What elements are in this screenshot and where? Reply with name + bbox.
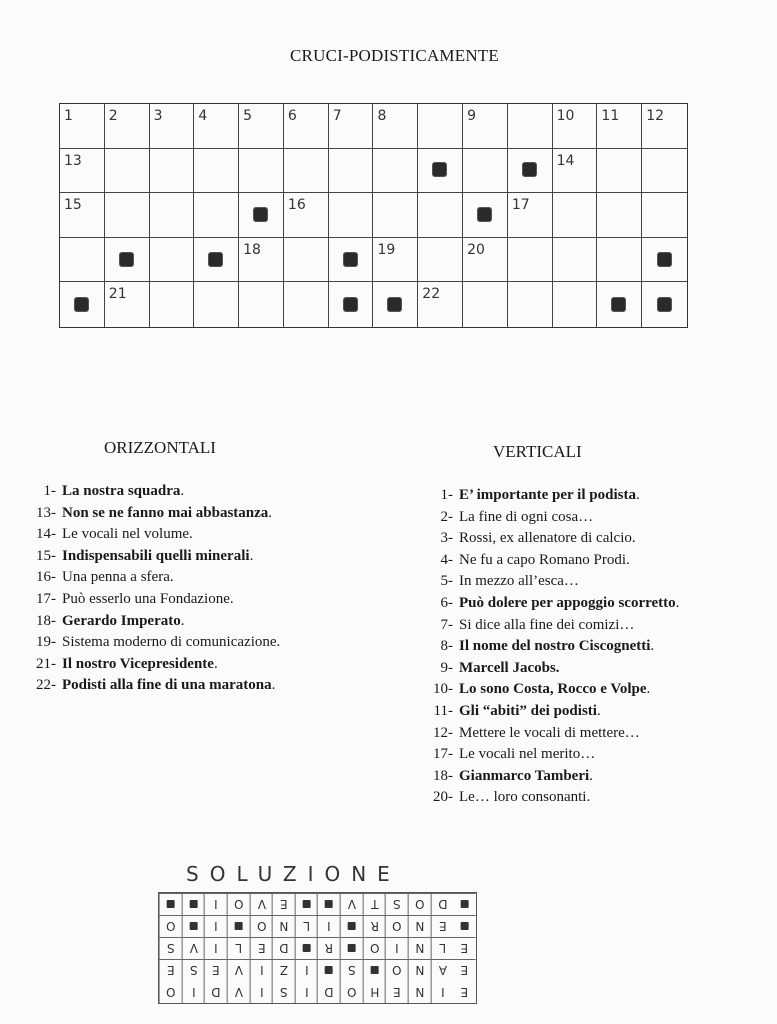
grid-cell <box>553 238 598 283</box>
solution-letter: I <box>295 981 318 1003</box>
clue-text: La fine di ogni cosa… <box>459 508 594 525</box>
black-cell <box>60 282 105 327</box>
solution-letter: S <box>272 981 295 1003</box>
grid-cell <box>597 238 642 283</box>
clue-punctuation: . <box>180 483 185 499</box>
grid-cell <box>194 104 239 149</box>
grid-cell <box>508 104 553 149</box>
verticali-clue-list <box>426 485 679 809</box>
solution-letter: L <box>431 937 454 959</box>
cell-number: 19 <box>377 241 396 258</box>
solution-letter: S <box>340 959 363 981</box>
solution-letter: N <box>272 915 295 937</box>
grid-cell <box>553 104 598 149</box>
clue-punctuation: . <box>271 677 276 694</box>
solution-letter: V <box>340 893 363 915</box>
solution-title: SOLUZIONE <box>186 862 401 886</box>
solution-letter: S <box>182 959 205 981</box>
grid-cell <box>60 238 105 283</box>
solution-letter: D <box>431 893 454 915</box>
black-square <box>235 923 243 931</box>
grid-cell <box>150 104 195 149</box>
black-square <box>303 945 311 953</box>
clue-item <box>22 675 280 697</box>
clue-item <box>426 787 679 809</box>
clue-item <box>22 589 280 611</box>
solution-letter: Z <box>272 959 295 981</box>
black-square <box>348 945 356 953</box>
grid-cell <box>373 193 418 238</box>
clue-text: Può dolere per appoggio scorretto <box>459 594 676 611</box>
grid-cell <box>150 149 195 194</box>
grid-cell <box>373 238 418 283</box>
grid-cell <box>373 104 418 149</box>
black-square <box>254 208 267 221</box>
grid-cell <box>508 193 553 238</box>
grid-cell <box>239 282 284 327</box>
clue-number: 7- <box>440 616 453 633</box>
grid-cell <box>642 193 687 238</box>
solution-letter: E <box>250 937 273 959</box>
grid-cell <box>463 149 508 194</box>
black-cell <box>463 193 508 238</box>
cell-number: 8 <box>377 108 387 124</box>
clue-item <box>426 528 679 550</box>
clue-text: Le… loro consonanti. <box>459 789 591 806</box>
clue-number: 10- <box>433 681 453 698</box>
solution-letter: E <box>204 959 227 981</box>
clue-number: 12- <box>433 724 453 741</box>
solution-letter: V <box>250 893 273 915</box>
clue-text: Marcell Jacobs. <box>459 659 560 676</box>
solution-letter: O <box>385 915 408 937</box>
black-square <box>344 298 357 311</box>
clue-punctuation: . <box>589 767 593 784</box>
cell-number: 22 <box>422 286 441 303</box>
clue-text: Non se ne fanno mai abbastanza <box>62 504 269 521</box>
grid-cell <box>597 149 642 194</box>
clue-item <box>426 571 679 593</box>
solution-letter: N <box>408 937 431 959</box>
clue-item <box>426 701 679 723</box>
grid-cell <box>642 104 687 149</box>
grid-cell <box>239 238 284 283</box>
clue-number: 1- <box>440 487 453 503</box>
verticali-heading: VERTICALI <box>493 442 582 461</box>
black-cell <box>194 238 239 283</box>
clue-item <box>22 654 280 676</box>
cell-number: 1 <box>64 108 73 124</box>
solution-letter: O <box>385 959 408 981</box>
solution-letter: T <box>363 893 386 915</box>
solution-letter: S <box>385 893 408 915</box>
cell-number: 10 <box>556 108 575 124</box>
cell-number: 18 <box>243 241 261 258</box>
grid-cell <box>463 238 508 283</box>
black-cell <box>329 238 374 283</box>
solution-letter: E <box>453 959 476 981</box>
clue-text: Può esserlo una Fondazione. <box>62 590 234 607</box>
solution-letter: N <box>408 959 431 981</box>
cell-number: 15 <box>64 197 82 214</box>
cell-number: 13 <box>64 152 82 169</box>
solution-letter: O <box>159 981 182 1003</box>
clue-item <box>22 546 280 568</box>
grid-cell <box>194 149 239 194</box>
clue-text: Indispensabili quelli minerali <box>62 547 250 564</box>
solution-letter: O <box>363 937 386 959</box>
clue-number: 15- <box>36 547 56 564</box>
clue-number: 5- <box>440 573 453 590</box>
solution-letter: I <box>182 981 205 1003</box>
clue-number: 11- <box>433 702 453 719</box>
black-square <box>75 298 88 311</box>
orizzontali-heading: ORIZZONTALI <box>104 438 216 457</box>
clue-number: 17- <box>433 746 453 763</box>
black-cell <box>418 149 463 194</box>
cell-number: 2 <box>108 108 118 124</box>
solution-letter: I <box>295 959 318 981</box>
clue-number: 22- <box>36 677 56 694</box>
solution-letter: I <box>204 893 227 915</box>
clue-item <box>426 744 679 766</box>
clue-text: Sistema moderno di comunicazione. <box>62 634 281 651</box>
clue-item <box>426 679 679 701</box>
clue-number: 14- <box>36 526 56 543</box>
clue-item <box>22 632 280 654</box>
cell-number: 16 <box>287 197 306 214</box>
grid-cell <box>463 104 508 149</box>
clue-text: Gerardo Imperato <box>62 612 181 629</box>
black-cell <box>329 282 374 327</box>
clue-text: E’ importante per il podista <box>459 487 636 503</box>
cell-number: 6 <box>287 108 297 124</box>
clue-number: 8- <box>440 638 453 655</box>
black-cell <box>597 282 642 327</box>
solution-black-cell <box>317 959 340 981</box>
grid-cell <box>239 104 284 149</box>
clue-item <box>426 636 679 658</box>
clue-number: 20- <box>433 789 453 806</box>
solution-letter: I <box>204 937 227 959</box>
clue-item <box>426 658 679 680</box>
solution-letter: V <box>182 937 205 959</box>
black-cell <box>239 193 284 238</box>
black-square <box>344 253 357 266</box>
cell-number: 14 <box>556 152 575 169</box>
clue-punctuation: . <box>180 612 185 629</box>
black-square <box>303 901 311 909</box>
grid-cell <box>105 282 150 327</box>
solution-black-cell <box>182 915 205 937</box>
clue-text: Mettere le vocali di mettere… <box>459 724 640 741</box>
grid-cell <box>329 193 374 238</box>
clue-item <box>426 723 679 745</box>
solution-letter: L <box>295 915 318 937</box>
black-square <box>325 967 333 975</box>
clue-item <box>22 611 280 633</box>
grid-cell <box>553 149 598 194</box>
solution-letter: I <box>385 937 408 959</box>
grid-cell <box>418 282 463 327</box>
solution-letter: O <box>227 893 250 915</box>
crossword-grid <box>59 103 688 328</box>
black-square <box>461 923 469 931</box>
clue-punctuation: . <box>213 655 218 672</box>
clue-text: Rossi, ex allenatore di calcio. <box>459 530 636 547</box>
solution-letter: D <box>204 981 227 1003</box>
solution-black-cell <box>295 893 318 915</box>
grid-cell <box>194 282 239 327</box>
cell-number: 4 <box>198 108 208 124</box>
grid-cell <box>150 282 195 327</box>
cell-number: 9 <box>467 108 476 124</box>
clue-punctuation: . <box>675 594 680 611</box>
solution-letter: D <box>272 937 295 959</box>
cell-number: 12 <box>646 108 665 124</box>
solution-black-cell <box>317 893 340 915</box>
black-square <box>478 208 491 221</box>
clue-number: 1- <box>43 483 56 499</box>
clue-number: 18- <box>36 612 56 629</box>
clue-item <box>426 485 679 507</box>
clue-number: 4- <box>440 551 453 568</box>
grid-cell <box>284 149 329 194</box>
clue-text: Il nome del nostro Ciscognetti <box>459 638 651 655</box>
solution-letter: H <box>363 981 386 1003</box>
solution-letter: I <box>250 959 273 981</box>
grid-cell <box>150 238 195 283</box>
cell-number: 7 <box>332 108 342 124</box>
clue-text: Ne fu a capo Romano Prodi. <box>459 551 630 568</box>
grid-cell <box>329 104 374 149</box>
solution-letter: D <box>317 981 340 1003</box>
clue-item <box>22 524 280 546</box>
grid-cell <box>418 238 463 283</box>
clue-text: In mezzo all’esca… <box>459 573 579 590</box>
clue-text: Gianmarco Tamberi <box>459 767 590 784</box>
clue-text: Il nostro Vicepresidente <box>62 655 214 672</box>
clue-text: Lo sono Costa, Rocco e Volpe <box>459 681 647 698</box>
solution-letter: O <box>340 981 363 1003</box>
black-square <box>388 298 401 311</box>
clue-text: Una penna a sfera. <box>62 569 174 586</box>
black-cell <box>642 238 687 283</box>
black-cell <box>105 238 150 283</box>
clue-text: Gli “abiti” dei podisti <box>459 702 597 719</box>
clue-number: 16- <box>36 569 56 586</box>
clue-punctuation: . <box>249 547 254 564</box>
grid-cell <box>239 149 284 194</box>
clue-number: 9- <box>440 659 453 676</box>
grid-cell <box>418 193 463 238</box>
black-square <box>325 901 333 909</box>
black-square <box>658 298 671 311</box>
solution-grid <box>158 892 477 1004</box>
clue-number: 18- <box>433 767 453 784</box>
grid-cell <box>150 193 195 238</box>
solution-letter: S <box>159 937 182 959</box>
grid-cell <box>508 238 553 283</box>
grid-cell <box>329 149 374 194</box>
grid-cell <box>284 193 329 238</box>
clue-text: La nostra squadra <box>62 483 181 499</box>
cell-number: 17 <box>511 197 530 214</box>
black-square <box>461 901 469 909</box>
cell-number: 21 <box>108 286 127 303</box>
clue-text: Le vocali nel merito… <box>459 746 596 763</box>
black-square <box>167 901 175 909</box>
solution-black-cell <box>363 959 386 981</box>
solution-letter: E <box>272 893 295 915</box>
black-cell <box>508 149 553 194</box>
clue-number: 13- <box>36 504 56 521</box>
solution-black-cell <box>340 937 363 959</box>
grid-cell <box>105 104 150 149</box>
solution-letter: E <box>159 959 182 981</box>
black-cell <box>642 282 687 327</box>
page-title: CRUCI-PODISTICAMENTE <box>290 46 499 65</box>
black-square <box>120 253 133 266</box>
solution-letter: I <box>250 981 273 1003</box>
solution-letter: N <box>408 981 431 1003</box>
solution-letter: R <box>363 915 386 937</box>
black-square <box>658 253 671 266</box>
solution-letter: I <box>317 915 340 937</box>
clue-punctuation: . <box>650 638 655 655</box>
clue-punctuation: . <box>646 681 651 698</box>
clue-item <box>426 593 679 615</box>
clue-number: 17- <box>36 590 56 607</box>
clue-punctuation: . <box>596 702 601 719</box>
black-square <box>189 923 197 931</box>
grid-cell <box>284 104 329 149</box>
grid-cell <box>553 282 598 327</box>
clue-item <box>426 507 679 529</box>
grid-cell <box>642 149 687 194</box>
grid-cell <box>60 104 105 149</box>
black-square <box>612 298 625 311</box>
black-square <box>189 901 197 909</box>
black-square <box>209 253 222 266</box>
solution-letter: A <box>431 959 454 981</box>
grid-cell <box>284 238 329 283</box>
clue-number: 21- <box>36 655 56 672</box>
clue-item <box>426 615 679 637</box>
grid-cell <box>418 104 463 149</box>
solution-letter: I <box>204 915 227 937</box>
solution-black-cell <box>227 915 250 937</box>
solution-letter: E <box>460 985 469 999</box>
solution-letter: E <box>453 937 476 959</box>
solution-letter: N <box>408 915 431 937</box>
clue-item <box>426 766 679 788</box>
solution-letter: V <box>227 959 250 981</box>
grid-cell <box>373 149 418 194</box>
black-square <box>348 923 356 931</box>
grid-cell <box>463 282 508 327</box>
grid-cell <box>597 104 642 149</box>
clue-punctuation: . <box>635 487 640 503</box>
black-square <box>433 163 446 176</box>
solution-letter: O <box>408 893 431 915</box>
clue-item <box>22 481 280 503</box>
solution-letter: O <box>159 915 182 937</box>
solution-letter: R <box>317 937 340 959</box>
solution-letter: E <box>385 981 408 1003</box>
solution-letter: V <box>227 981 250 1003</box>
clue-item <box>22 503 280 525</box>
solution-letter: E <box>431 915 454 937</box>
grid-cell <box>508 282 553 327</box>
black-square <box>371 967 379 975</box>
cell-number: 3 <box>153 108 163 124</box>
clue-punctuation: . <box>268 504 273 521</box>
grid-cell <box>597 193 642 238</box>
cell-number: 11 <box>601 108 620 124</box>
grid-cell <box>105 149 150 194</box>
grid-cell <box>194 193 239 238</box>
clue-number: 3- <box>440 530 453 547</box>
solution-letter: L <box>227 937 250 959</box>
solution-letter: I <box>431 981 454 1003</box>
cell-number: 5 <box>243 108 253 124</box>
clue-text: Si dice alla fine dei comizi… <box>459 616 635 633</box>
solution-black-cell <box>340 915 363 937</box>
grid-cell <box>60 149 105 194</box>
clue-number: 2- <box>440 508 453 525</box>
grid-cell <box>105 193 150 238</box>
grid-cell <box>60 193 105 238</box>
clue-text: Podisti alla fine di una maratona <box>62 677 272 694</box>
solution-letter: O <box>250 915 273 937</box>
grid-cell <box>284 282 329 327</box>
solution-black-cell <box>295 937 318 959</box>
clue-text: Le vocali nel volume. <box>62 526 193 543</box>
orizzontali-clue-list <box>22 481 280 697</box>
solution-black-cell <box>453 893 476 915</box>
solution-black-cell <box>182 893 205 915</box>
solution-black-cell <box>453 915 476 937</box>
clue-number: 6- <box>440 594 453 611</box>
clue-item <box>22 567 280 589</box>
black-cell <box>373 282 418 327</box>
cell-number: 20 <box>467 241 485 258</box>
solution-black-cell <box>159 893 182 915</box>
black-square <box>523 163 536 176</box>
clue-item <box>426 550 679 572</box>
clue-number: 19- <box>36 634 56 651</box>
grid-cell <box>553 193 598 238</box>
